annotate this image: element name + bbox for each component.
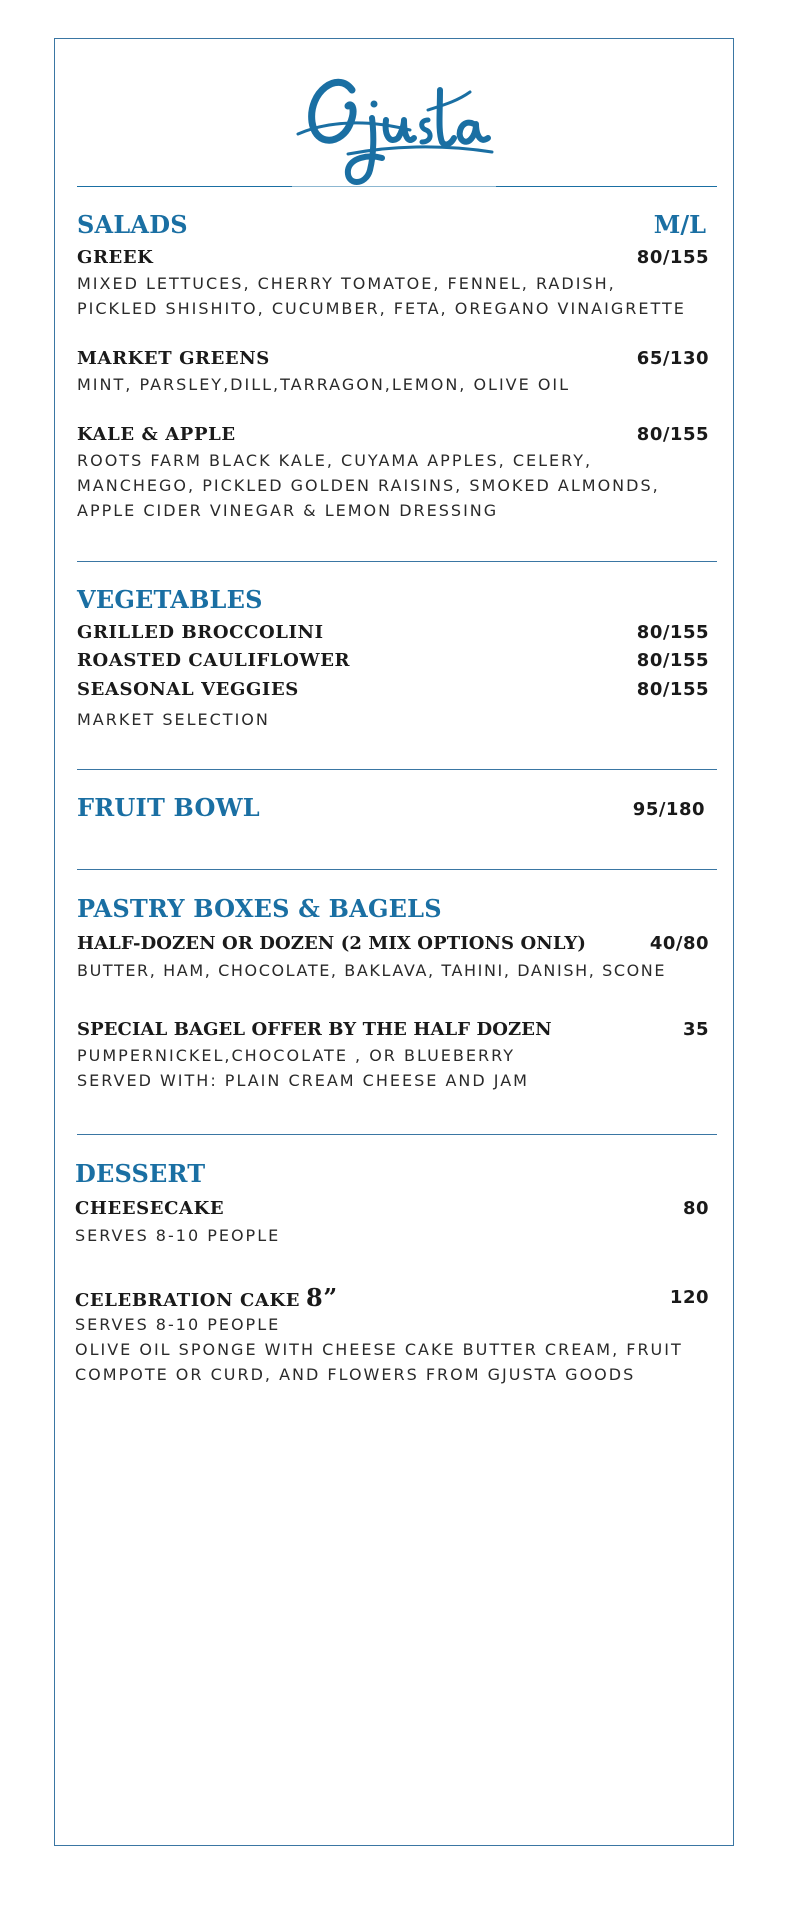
item-desc-greek-1: MIXED LETTUCES, CHERRY TOMATOE, FENNEL, RADISH, (77, 274, 616, 293)
item-desc-celebration-cake-3: COMPOTE OR CURD, AND FLOWERS FROM GJUSTA GOODS (75, 1365, 636, 1384)
item-price-grilled-broccolini: 80/155 (636, 622, 709, 643)
celebration-cake-size: 8” (306, 1283, 338, 1312)
item-price-kale-apple: 80/155 (636, 424, 709, 445)
section-divider (77, 869, 717, 870)
item-desc-bagel-offer-1: PUMPERNICKEL,CHOCOLATE , OR BLUEBERRY (77, 1046, 515, 1065)
item-name-grilled-broccolini: GRILLED BROCCOLINI (77, 622, 324, 643)
item-desc-kale-apple-2: MANCHEGO, PICKLED GOLDEN RAISINS, SMOKED ALMONDS, (77, 476, 660, 495)
item-desc-pastry-box: BUTTER, HAM, CHOCOLATE, BAKLAVA, TAHINI, DANISH, SCONE (77, 961, 667, 980)
item-name-seasonal-veggies: SEASONAL VEGGIES (77, 679, 299, 700)
item-desc-kale-apple-3: APPLE CIDER VINEGAR & LEMON DRESSING (77, 501, 499, 520)
item-price-fruit-bowl: 95/180 (632, 799, 705, 820)
item-desc-celebration-cake-1: SERVES 8-10 PEOPLE (75, 1315, 281, 1334)
item-name-market-greens: MARKET GREENS (77, 348, 270, 369)
item-name-roasted-cauliflower: ROASTED CAULIFLOWER (77, 650, 351, 671)
item-price-market-greens: 65/130 (636, 348, 709, 369)
logo-rule-right (496, 186, 717, 187)
section-title-dessert: DESSERT (75, 1159, 206, 1188)
section-title-salads: SALADS (77, 210, 188, 239)
section-title-pastry: PASTRY BOXES & BAGELS (77, 894, 442, 923)
item-desc-greek-2: PICKLED SHISHITO, CUCUMBER, FETA, OREGANO VINAIGRETTE (77, 299, 686, 318)
section-title-fruit-bowl: FRUIT BOWL (77, 793, 260, 822)
item-name-greek: GREEK (77, 247, 154, 268)
item-price-pastry-box: 40/80 (649, 933, 709, 954)
item-price-celebration-cake: 120 (669, 1287, 709, 1308)
item-price-greek: 80/155 (636, 247, 709, 268)
item-name-celebration-cake (75, 1283, 338, 1312)
item-desc-seasonal-veggies: MARKET SELECTION (77, 710, 270, 729)
item-desc-market-greens: MINT, PARSLEY,DILL,TARRAGON,LEMON, OLIVE OIL (77, 375, 571, 394)
item-price-roasted-cauliflower: 80/155 (636, 650, 709, 671)
logo-rule-left (77, 186, 292, 187)
celebration-cake-label: CELEBRATION CAKE (75, 1290, 301, 1311)
section-title-vegetables: VEGETABLES (77, 585, 263, 614)
item-desc-bagel-offer-2: SERVED WITH: PLAIN CREAM CHEESE AND JAM (77, 1071, 529, 1090)
item-desc-celebration-cake-2: OLIVE OIL SPONGE WITH CHEESE CAKE BUTTER CREAM, FRUIT (75, 1340, 683, 1359)
item-name-kale-apple: KALE & APPLE (77, 424, 236, 445)
item-name-bagel-offer: SPECIAL BAGEL OFFER BY THE HALF DOZEN (77, 1019, 552, 1040)
gjusta-script-logo-icon (290, 62, 500, 192)
item-desc-kale-apple-1: ROOTS FARM BLACK KALE, CUYAMA APPLES, CELERY, (77, 451, 593, 470)
item-name-pastry-box: HALF-DOZEN OR DOZEN (2 MIX OPTIONS ONLY) (77, 933, 587, 954)
section-divider (77, 561, 717, 562)
size-header: M/L (653, 210, 706, 239)
item-price-seasonal-veggies: 80/155 (636, 679, 709, 700)
logo-rule-middle (292, 186, 496, 187)
gjusta-logo (290, 62, 500, 192)
item-desc-cheesecake: SERVES 8-10 PEOPLE (75, 1226, 281, 1245)
item-price-bagel-offer: 35 (682, 1019, 709, 1040)
item-name-cheesecake: CHEESECAKE (75, 1198, 225, 1219)
item-price-cheesecake: 80 (682, 1198, 709, 1219)
section-divider (77, 769, 717, 770)
section-divider (77, 1134, 717, 1135)
